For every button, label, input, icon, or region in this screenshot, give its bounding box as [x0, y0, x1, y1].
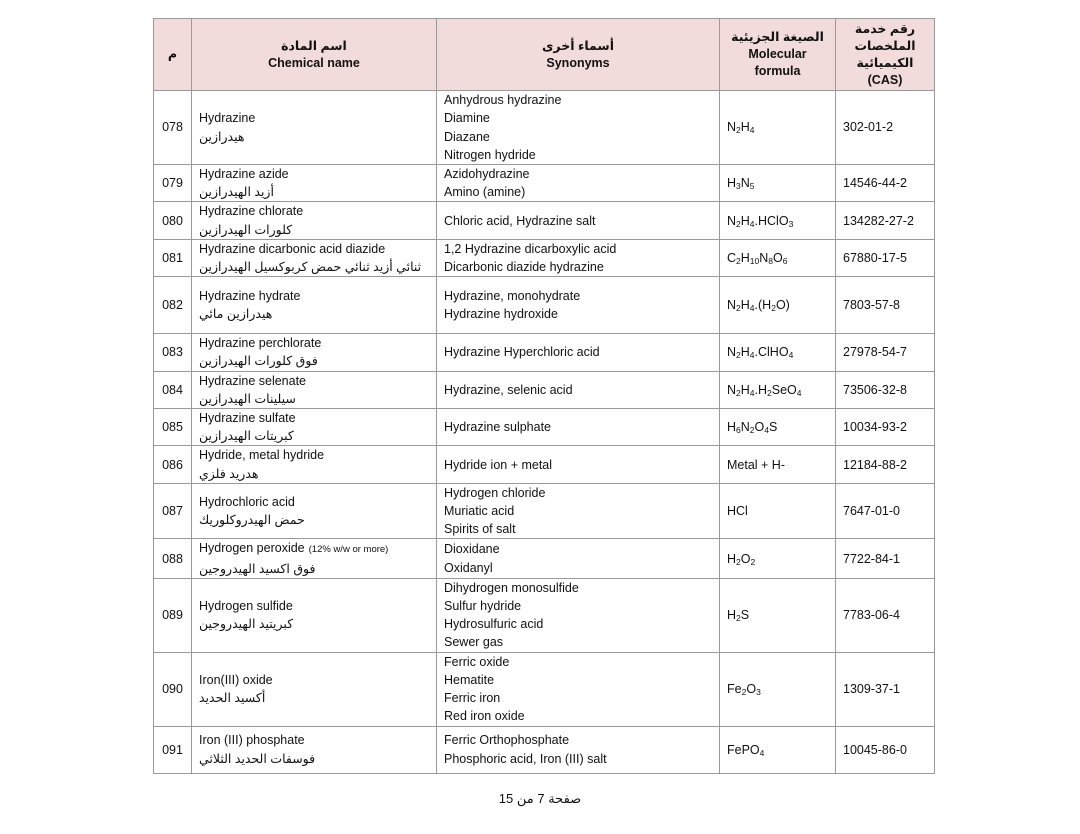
- chemical-name-cell: [192, 539, 437, 578]
- formula-part: O: [773, 250, 783, 265]
- synonyms-cell: [437, 726, 720, 773]
- formula-subscript: 4: [749, 218, 755, 229]
- chemical-name-en-text: Hydrazine dicarbonic acid diazide: [199, 241, 386, 256]
- chemical-name-en-text: Hydride, metal hydride: [199, 448, 325, 463]
- cas-number: 73506-32-8: [836, 371, 935, 408]
- chemical-name-en: [199, 409, 436, 427]
- synonym-item: 1,2 Hydrazine dicarboxylic acid: [444, 241, 617, 256]
- synonym-item: Oxidanyl: [444, 560, 493, 575]
- chemical-name-en-text: Hydrazine chlorate: [199, 204, 304, 219]
- chemical-name-ar: حمض الهيدروكلوريك: [199, 513, 305, 528]
- chemical-name-cell: [192, 726, 437, 773]
- chemical-name-cell: [192, 277, 437, 334]
- chemical-name-en: [199, 109, 436, 127]
- formula-subscript: 6: [782, 255, 788, 266]
- header-formula-en2: formula: [754, 64, 801, 78]
- molecular-formula-cell: [720, 202, 836, 239]
- synonyms-cell: [437, 239, 720, 276]
- header-cas-en: (CAS): [867, 72, 903, 87]
- formula-part: .HClO: [754, 213, 789, 228]
- synonym-item: Ferric oxide: [444, 654, 510, 669]
- formula-part: O: [740, 551, 751, 566]
- chemical-name-en: [199, 334, 436, 352]
- synonyms-cell: [437, 539, 720, 578]
- formula-part: H: [740, 250, 750, 265]
- table-header-row: [154, 19, 935, 91]
- row-number: 091: [154, 726, 192, 773]
- formula-part: H: [727, 608, 737, 623]
- chemical-name-cell: [192, 202, 437, 239]
- formula-subscript: 2: [771, 303, 776, 314]
- header-name-en: Chemical name: [268, 55, 360, 70]
- chemical-name-ar: كبريتيد الهيدروجين: [199, 617, 294, 632]
- chemical-name-ar: أكسيد الحديد: [199, 691, 266, 706]
- synonyms-cell: [437, 371, 720, 408]
- cas-number: 10034-93-2: [836, 409, 935, 446]
- formula-part: N: [727, 345, 737, 360]
- chemical-name-cell: [192, 446, 437, 483]
- molecular-formula-cell: [720, 539, 836, 578]
- table-row: [154, 277, 935, 334]
- formula-subscript: 2: [749, 425, 755, 436]
- chemical-name-note: (12% w/w or more): [308, 544, 389, 556]
- synonym-item: Anhydrous hydrazine: [444, 93, 562, 108]
- formula-part: H: [740, 213, 750, 228]
- synonyms-cell: [437, 446, 720, 483]
- table-row: [154, 409, 935, 446]
- synonym-item: Ferric Orthophosphate: [444, 733, 570, 748]
- chemical-name-cell: [192, 91, 437, 165]
- row-number: 087: [154, 483, 192, 539]
- synonym-item: Hydride ion + metal: [444, 457, 553, 472]
- molecular-formula-cell: [720, 578, 836, 652]
- header-synonyms: [437, 19, 720, 91]
- chemical-name-ar: فوسفات الحديد الثلاثي: [199, 751, 316, 766]
- cas-number: 67880-17-5: [836, 239, 935, 276]
- synonym-item: Hydrazine, selenic acid: [444, 382, 573, 397]
- formula-subscript: 2: [736, 255, 741, 266]
- formula-part: Metal + H-: [727, 457, 786, 472]
- formula-part: N: [740, 420, 750, 435]
- formula-subscript: 6: [736, 425, 741, 436]
- chemical-name-en-text: Iron(III) oxide: [199, 672, 273, 687]
- formula-part: O): [775, 298, 790, 313]
- synonym-item: Sewer gas: [444, 635, 504, 650]
- synonym-item: Dihydrogen monosulfide: [444, 580, 579, 595]
- chemical-name-en-text: Hydrazine perchlorate: [199, 336, 322, 351]
- synonym-item: Nitrogen hydride: [444, 147, 536, 162]
- formula-part: H: [740, 120, 750, 135]
- synonym-item: Hematite: [444, 672, 495, 687]
- row-number: 084: [154, 371, 192, 408]
- formula-subscript: 4: [788, 350, 794, 361]
- table-row: [154, 91, 935, 165]
- synonyms-cell: [437, 409, 720, 446]
- cas-number: 7783-06-4: [836, 578, 935, 652]
- formula-part: N: [740, 176, 750, 191]
- molecular-formula-cell: [720, 91, 836, 165]
- formula-subscript: 4: [749, 387, 755, 398]
- chemical-name-ar: سيلينات الهيدرازين: [199, 391, 296, 406]
- formula-subscript: 4: [749, 303, 755, 314]
- header-chemical-name: [192, 19, 437, 91]
- formula-part: N: [727, 213, 737, 228]
- chemical-name-en-text: Hydrazine azide: [199, 167, 289, 181]
- chemical-name-en-text: Hydrazine selenate: [199, 373, 307, 388]
- chemical-name-en: [199, 372, 436, 390]
- formula-subscript: 3: [736, 181, 741, 192]
- formula-part: H: [740, 345, 750, 360]
- molecular-formula-cell: [720, 446, 836, 483]
- row-number: 079: [154, 165, 192, 202]
- synonym-item: Diazane: [444, 129, 490, 144]
- chemical-name-en: [199, 539, 436, 559]
- synonym-item: Dicarbonic diazide hydrazine: [444, 260, 604, 275]
- formula-subscript: 2: [736, 387, 741, 398]
- chemical-name-en: [199, 731, 436, 749]
- formula-part: .ClHO: [754, 345, 789, 360]
- row-number: 090: [154, 652, 192, 726]
- formula-subscript: 4: [759, 747, 765, 758]
- cas-number: 7722-84-1: [836, 539, 935, 578]
- table-row: [154, 446, 935, 483]
- chemical-name-ar: هدريد فلزي: [199, 466, 259, 481]
- chemical-name-en-text: Hydrochloric acid: [199, 494, 295, 509]
- formula-part: SeO: [771, 382, 797, 397]
- formula-part: N: [727, 120, 737, 135]
- formula-part: H: [727, 551, 737, 566]
- chemical-name-ar: هيدرازين: [199, 129, 245, 144]
- chemical-name-en: [199, 240, 436, 258]
- formula-subscript: 2: [736, 613, 741, 624]
- chemical-name-en: [199, 202, 436, 220]
- row-number: 089: [154, 578, 192, 652]
- chemical-name-cell: [192, 483, 437, 539]
- synonym-item: Azidohydrazine: [444, 167, 530, 181]
- formula-subscript: 3: [756, 687, 761, 698]
- formula-part: H: [727, 420, 737, 435]
- synonym-item: Ferric iron: [444, 691, 501, 706]
- synonyms-cell: [437, 652, 720, 726]
- header-formula-ar: الصيغة الجزيئية: [731, 30, 824, 44]
- header-syn-en: Synonyms: [546, 55, 610, 70]
- chemical-name-ar: هيدرازين مائي: [199, 307, 273, 322]
- header-number: [154, 19, 192, 91]
- row-number: 085: [154, 409, 192, 446]
- synonyms-cell: [437, 91, 720, 165]
- formula-subscript: 2: [736, 350, 741, 361]
- chemical-name-ar: ثنائي أزيد ثنائي حمض كربوكسيل الهيدرازين: [199, 260, 422, 275]
- synonym-item: Red iron oxide: [444, 709, 525, 724]
- formula-subscript: 10: [749, 255, 760, 266]
- header-name-ar: اسم المادة: [281, 38, 347, 53]
- synonym-item: Amino (amine): [444, 185, 526, 200]
- cas-number: 14546-44-2: [836, 165, 935, 202]
- formula-part: HCl: [727, 504, 748, 519]
- chemical-name-en: [199, 493, 436, 511]
- formula-part: S: [769, 420, 778, 435]
- synonym-item: Sulfur hydride: [444, 599, 522, 614]
- chemical-name-cell: [192, 371, 437, 408]
- synonym-item: Hydrogen chloride: [444, 485, 546, 500]
- synonyms-cell: [437, 277, 720, 334]
- chemical-name-ar: كلورات الهيدرازين: [199, 222, 293, 237]
- cas-number: 302-01-2: [836, 91, 935, 165]
- cas-number: 7803-57-8: [836, 277, 935, 334]
- chemical-name-en-text: Hydrazine sulfate: [199, 411, 296, 426]
- formula-subscript: 5: [749, 181, 755, 192]
- cas-number: 12184-88-2: [836, 446, 935, 483]
- row-number: 086: [154, 446, 192, 483]
- chemical-table: [153, 18, 935, 774]
- formula-subscript: 2: [767, 387, 772, 398]
- synonym-item: Muriatic acid: [444, 504, 515, 519]
- formula-part: N: [727, 298, 737, 313]
- molecular-formula-cell: [720, 409, 836, 446]
- formula-part: .H: [754, 382, 768, 397]
- formula-part: N: [759, 250, 769, 265]
- formula-part: FePO: [727, 742, 760, 757]
- formula-subscript: 2: [741, 687, 747, 698]
- header-cas-ar3: الكيميائية: [856, 55, 914, 70]
- formula-part: S: [740, 608, 750, 623]
- table-row: [154, 726, 935, 773]
- chemical-name-en: [199, 597, 436, 615]
- formula-part: C: [727, 250, 737, 265]
- formula-subscript: 8: [768, 255, 774, 266]
- formula-subscript: 4: [764, 425, 769, 436]
- synonyms-cell: [437, 578, 720, 652]
- chemical-name-cell: [192, 165, 437, 202]
- molecular-formula-cell: [720, 239, 836, 276]
- formula-subscript: 2: [736, 125, 741, 136]
- chemical-name-en-text: Hydrogen peroxide: [199, 541, 305, 556]
- molecular-formula-cell: [720, 483, 836, 539]
- table-row: [154, 371, 935, 408]
- table-row: [154, 165, 935, 202]
- formula-part: .(H: [754, 298, 772, 313]
- synonym-item: Hydrazine sulphate: [444, 420, 552, 435]
- chemical-name-en-text: Iron (III) phosphate: [199, 733, 305, 748]
- synonym-item: Phosphoric acid, Iron (III) salt: [444, 751, 607, 766]
- table-row: [154, 239, 935, 276]
- row-number: 083: [154, 334, 192, 371]
- formula-part: N: [727, 382, 737, 397]
- chemical-name-en: [199, 287, 436, 305]
- chemical-name-ar: فوق اكسيد الهيدروجين: [199, 561, 316, 576]
- formula-part: O: [754, 420, 765, 435]
- row-number: 080: [154, 202, 192, 239]
- synonym-item: Hydrazine Hyperchloric acid: [444, 345, 600, 360]
- synonym-item: Hydrazine, monohydrate: [444, 289, 581, 304]
- synonyms-cell: [437, 202, 720, 239]
- cas-number: 1309-37-1: [836, 652, 935, 726]
- formula-part: H: [740, 298, 750, 313]
- chemical-name-ar: كبريتات الهيدرازين: [199, 429, 294, 444]
- cas-number: 10045-86-0: [836, 726, 935, 773]
- header-cas-ar1: رقم خدمة: [854, 21, 916, 36]
- chemical-name-en-text: Hydrazine: [199, 111, 256, 126]
- formula-subscript: 3: [788, 218, 794, 229]
- chemical-name-cell: [192, 652, 437, 726]
- table-row: [154, 334, 935, 371]
- chemical-name-cell: [192, 334, 437, 371]
- chemical-name-en: [199, 671, 436, 689]
- formula-subscript: 4: [749, 350, 755, 361]
- cas-number: 7647-01-0: [836, 483, 935, 539]
- chemical-name-ar: أزيد الهيدرازين: [199, 185, 274, 200]
- chemical-name-en: [199, 446, 436, 464]
- chemical-name-cell: [192, 239, 437, 276]
- header-molecular-formula: [720, 19, 836, 91]
- chemical-name-en-text: Hydrazine hydrate: [199, 289, 301, 304]
- synonyms-cell: [437, 165, 720, 202]
- row-number: 081: [154, 239, 192, 276]
- table-row: [154, 578, 935, 652]
- header-cas: [836, 19, 935, 91]
- formula-part: H: [727, 176, 737, 191]
- synonym-item: Spirits of salt: [444, 522, 516, 537]
- header-cas-ar2: الملخصات: [854, 38, 916, 53]
- formula-subscript: 2: [750, 556, 756, 567]
- chemical-name-cell: [192, 409, 437, 446]
- synonym-item: Hydrazine hydroxide: [444, 307, 558, 322]
- synonym-item: Chloric acid, Hydrazine salt: [444, 213, 596, 228]
- header-number-ar: م: [167, 47, 178, 61]
- chemical-name-ar: فوق كلورات الهيدرازين: [199, 354, 318, 369]
- table-row: [154, 202, 935, 239]
- chemical-name-en: [199, 165, 436, 183]
- formula-part: O: [746, 682, 757, 697]
- chemical-name-cell: [192, 578, 437, 652]
- formula-subscript: 4: [796, 387, 802, 398]
- cas-number: 134282-27-2: [836, 202, 935, 239]
- cas-number: 27978-54-7: [836, 334, 935, 371]
- table-row: [154, 652, 935, 726]
- chemical-name-en-text: Hydrogen sulfide: [199, 599, 293, 614]
- formula-subscript: 4: [749, 125, 755, 136]
- molecular-formula-cell: [720, 334, 836, 371]
- synonym-item: Hydrosulfuric acid: [444, 617, 544, 632]
- synonyms-cell: [437, 483, 720, 539]
- formula-subscript: 2: [736, 218, 741, 229]
- formula-part: Fe: [727, 682, 742, 697]
- synonym-item: Diamine: [444, 111, 490, 126]
- table-row: [154, 483, 935, 539]
- page-footer: صفحة 7 من 15: [498, 791, 582, 806]
- formula-part: H: [740, 382, 750, 397]
- header-syn-ar: أسماء أخرى: [541, 38, 615, 53]
- molecular-formula-cell: [720, 277, 836, 334]
- table-body: [154, 91, 935, 774]
- row-number: 082: [154, 277, 192, 334]
- molecular-formula-cell: [720, 371, 836, 408]
- synonyms-cell: [437, 334, 720, 371]
- header-formula-en1: Molecular: [748, 47, 807, 61]
- row-number: 088: [154, 539, 192, 578]
- molecular-formula-cell: [720, 165, 836, 202]
- row-number: 078: [154, 91, 192, 165]
- molecular-formula-cell: [720, 726, 836, 773]
- molecular-formula-cell: [720, 652, 836, 726]
- table-row: [154, 539, 935, 578]
- synonym-item: Dioxidane: [444, 542, 500, 557]
- formula-subscript: 2: [736, 556, 741, 567]
- formula-subscript: 2: [736, 303, 741, 314]
